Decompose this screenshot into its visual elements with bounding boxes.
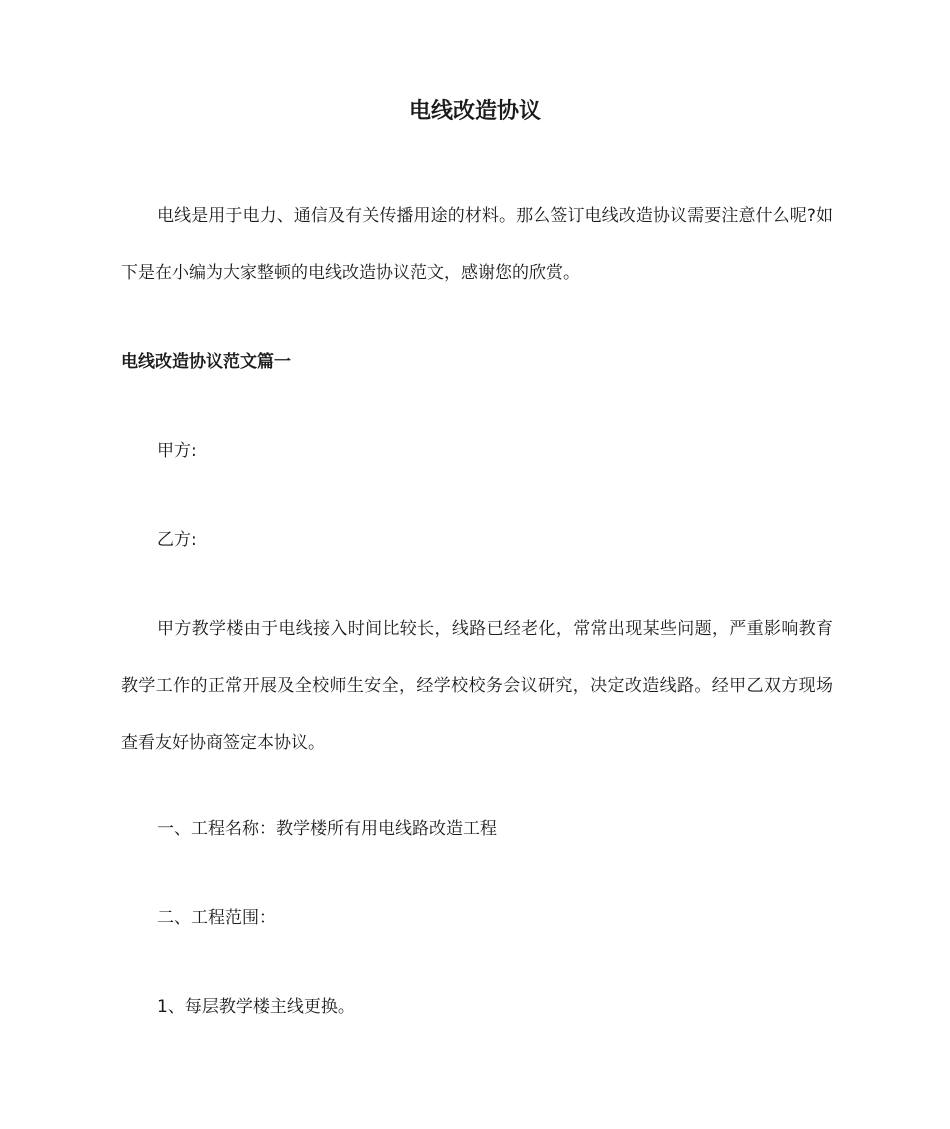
party-a-line: 甲方:	[157, 441, 197, 461]
document-title: 电线改造协议	[408, 99, 541, 124]
intro-paragraph: 电线是用于电力、通信及有关传播用途的材料。那么签订电线改造协议需要注意什么呢?如下是在小编为大家整顿的电线改造协议范文，感谢您的欣赏。	[121, 206, 833, 283]
section-heading: 电线改造协议范文篇一	[121, 352, 291, 372]
scope-item-1: 1、每层教学楼主线更换。	[157, 997, 355, 1017]
project-name-clause: 一、工程名称：教学楼所有用电线路改造工程	[157, 819, 497, 839]
party-b-line: 乙方:	[157, 530, 197, 550]
background-paragraph: 甲方教学楼由于电线接入时间比较长，线路已经老化，常常出现某些问题，严重影响教育教学工作的正常开展及全校师生安全，经学校校务会议研究，决定改造线路。经甲乙双方现场查看友好协商签定本协议。	[121, 619, 833, 753]
project-scope-clause: 二、工程范围：	[157, 908, 276, 928]
